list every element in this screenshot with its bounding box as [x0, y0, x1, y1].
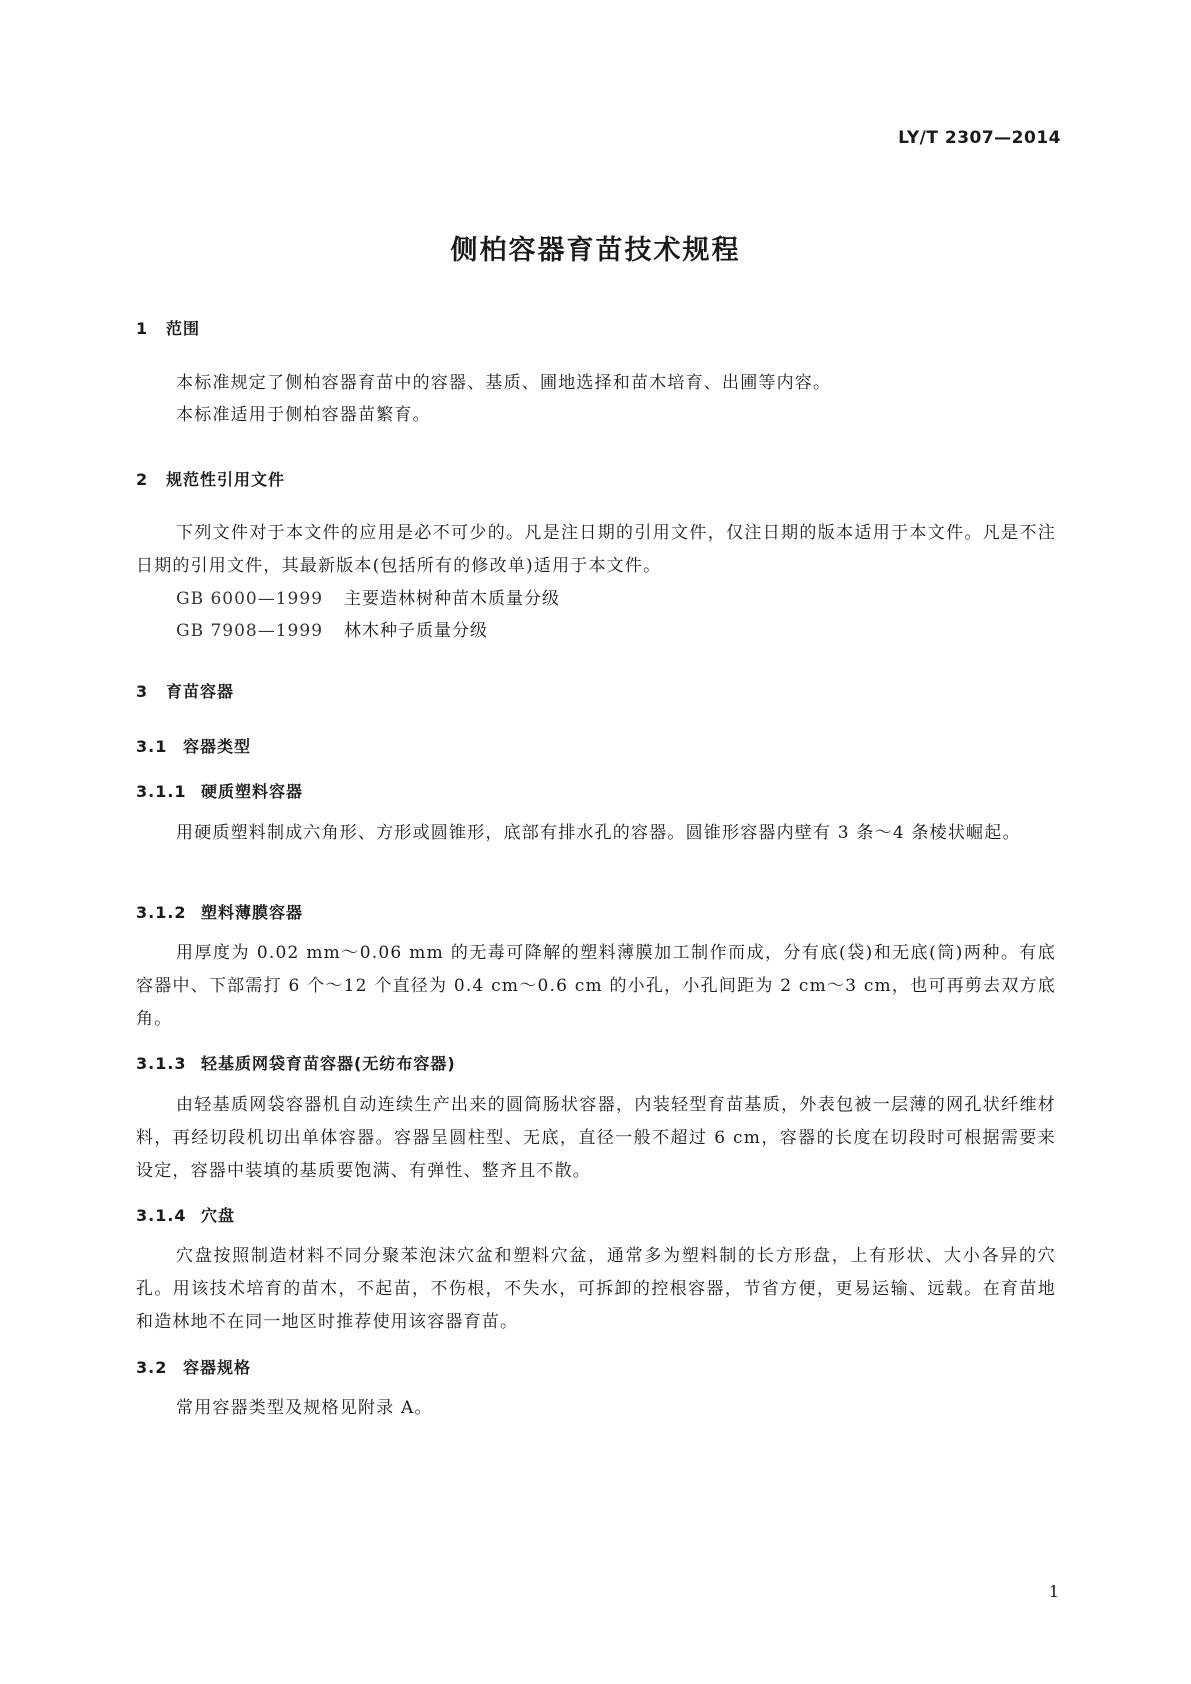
- reference-code: GB 6000—1999: [176, 589, 324, 609]
- reference-item: [176, 584, 560, 609]
- section-2-heading: [136, 467, 285, 490]
- section-3-1-3-paragraph: 由轻基质网袋容器机自动连续生产出来的圆筒肠状容器，内装轻型育苗基质，外表包被一层薄的网孔状纤维材料，再经切段机切出单体容器。容器呈圆柱型、无底，直径一般不超过 6 cm，容器的长度在切段时可根据需要来设定，容器中装填的基质要饱满、有弹性、整齐且不散。: [136, 1095, 1056, 1181]
- section-number: 1: [136, 319, 149, 338]
- reference-item: [176, 616, 488, 641]
- section-1-heading: [136, 316, 200, 339]
- section-2-paragraph: 下列文件对于本文件的应用是必不可少的。凡是注日期的引用文件，仅注日期的版本适用于本文件。凡是不注日期的引用文件，其最新版本(包括所有的修改单)适用于本文件。: [136, 523, 1056, 576]
- section-3-1-2-paragraph: 用厚度为 0.02 mm～0.06 mm 的无毒可降解的塑料薄膜加工制作而成，分有底(袋)和无底(筒)两种。有底容器中、下部需打 6 个～12 个直径为 0.4 cm～0.6 cm 的小孔，小孔间距为 2 cm～3 cm，也可再剪去双方底角。: [136, 943, 1056, 1029]
- section-3-1-4-paragraph: 穴盘按照制造材料不同分聚苯泡沫穴盆和塑料穴盆，通常多为塑料制的长方形盘，上有形状、大小各异的穴孔。用该技术培育的苗木，不起苗，不伤根，不失水，可拆卸的控根容器，节省方便，更易运输、远载。在育苗地和造林地不在同一地区时推荐使用该容器育苗。: [136, 1246, 1056, 1332]
- section-title: 硬质塑料容器: [201, 782, 304, 801]
- section-number: 3.2: [136, 1358, 168, 1377]
- section-3-1-3-heading: [136, 1051, 456, 1074]
- section-3-1-1-heading: [136, 779, 303, 802]
- section-title: 穴盘: [201, 1206, 236, 1225]
- section-3-2-paragraph: 常用容器类型及规格见附录 A。: [176, 1398, 433, 1418]
- section-3-heading: [136, 679, 234, 702]
- document-title: 侧柏容器育苗技术规程: [450, 235, 741, 266]
- section-3-1-heading: [136, 734, 251, 757]
- section-3-1-1-paragraph: 用硬质塑料制成六角形、方形或圆锥形，底部有排水孔的容器。圆锥形容器内壁有 3 条～4 条棱状崛起。: [176, 823, 1021, 843]
- standard-code: LY/T 2307—2014: [898, 128, 1061, 148]
- page-number: 1: [1048, 1582, 1059, 1601]
- section-title: 规范性引用文件: [166, 470, 286, 489]
- section-title: 塑料薄膜容器: [201, 903, 304, 922]
- section-number: 3.1.3: [136, 1054, 187, 1073]
- section-number: 3.1.1: [136, 782, 187, 801]
- section-3-1-2-heading: [136, 900, 303, 923]
- section-3-2-heading: [136, 1355, 251, 1378]
- section-1-paragraph-2: 本标准适用于侧柏容器苗繁育。: [176, 405, 431, 425]
- section-title: 范围: [166, 319, 201, 338]
- reference-title: 林木种子质量分级: [344, 621, 488, 641]
- reference-code: GB 7908—1999: [176, 621, 324, 641]
- section-3-1-4-heading: [136, 1203, 235, 1226]
- section-1-paragraph-1: 本标准规定了侧柏容器育苗中的容器、基质、圃地选择和苗木培育、出圃等内容。: [176, 373, 832, 393]
- section-number: 3.1.2: [136, 903, 187, 922]
- section-title: 轻基质网袋育苗容器(无纺布容器): [201, 1054, 456, 1073]
- section-number: 3: [136, 682, 149, 701]
- section-number: 2: [136, 470, 149, 489]
- section-title: 容器类型: [183, 737, 252, 756]
- section-title: 容器规格: [183, 1358, 252, 1377]
- reference-title: 主要造林树种苗木质量分级: [344, 589, 560, 609]
- section-number: 3.1: [136, 737, 168, 756]
- section-title: 育苗容器: [166, 682, 235, 701]
- section-number: 3.1.4: [136, 1206, 187, 1225]
